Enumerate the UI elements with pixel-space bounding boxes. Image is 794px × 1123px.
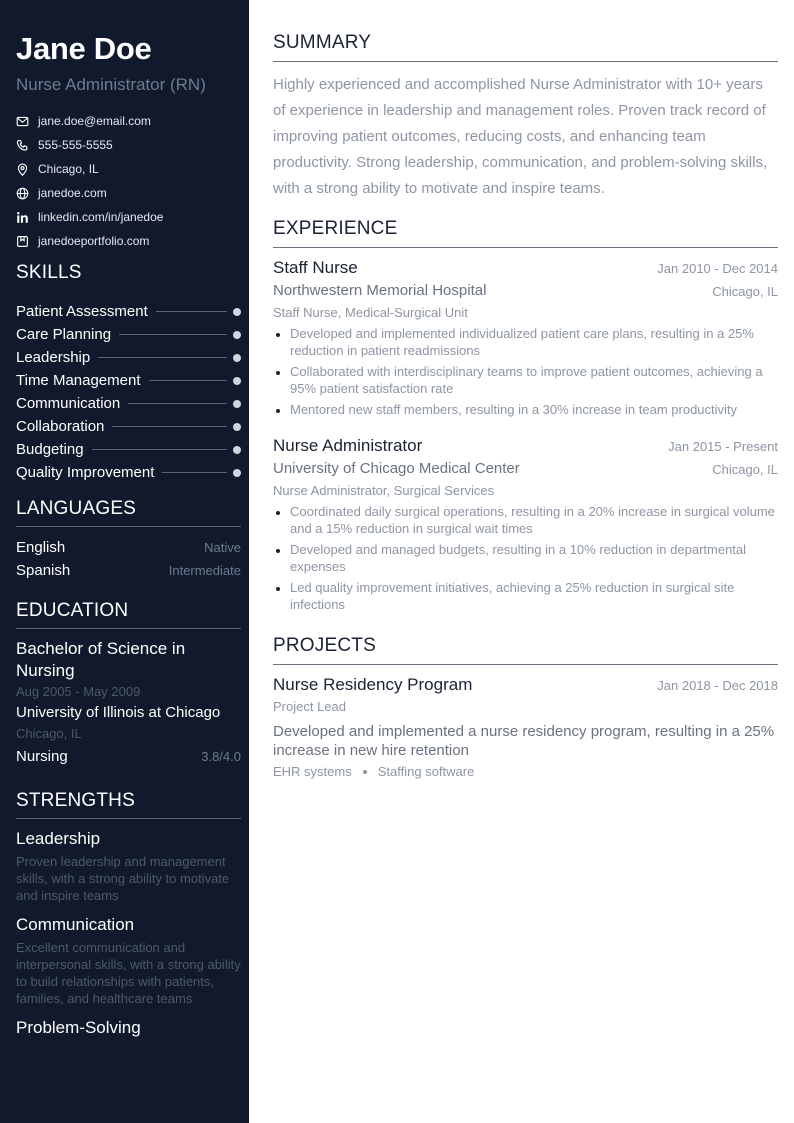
strength-description: Proven leadership and management skills, with a strong ability to motivate and inspire teams <box>16 854 230 903</box>
contact-email-text: jane.doe@email.com <box>38 114 151 128</box>
skill-dot <box>233 308 241 316</box>
skill-dot <box>233 400 241 408</box>
skill-item <box>16 461 241 484</box>
projects-heading: PROJECTS <box>273 635 778 665</box>
language-level: Native <box>204 540 241 555</box>
project-dates: Jan 2018 - Dec 2018 <box>657 677 778 693</box>
skill-label: Collaboration <box>16 418 105 435</box>
education-location: Chicago, IL <box>16 726 82 741</box>
skill-dot <box>233 331 241 339</box>
skill-dot <box>233 446 241 454</box>
job-organization: University of Chicago Medical Center <box>273 460 520 477</box>
candidate-name: Jane Doe <box>16 31 152 66</box>
education-entry <box>16 638 241 768</box>
skill-label: Budgeting <box>16 441 84 458</box>
project-entry <box>273 674 778 779</box>
job-bullets <box>273 325 778 418</box>
language-item <box>16 559 241 582</box>
skill-divider <box>128 403 227 404</box>
skill-label: Leadership <box>16 349 91 366</box>
globe-icon <box>16 187 29 200</box>
phone-icon <box>16 139 29 152</box>
sidebar <box>0 0 249 1123</box>
contact-linkedin-text: linkedin.com/in/janedoe <box>38 210 164 224</box>
skill-divider <box>98 357 227 358</box>
project-title: Nurse Residency Program <box>273 675 473 694</box>
contact-phone-text: 555-555-5555 <box>38 138 113 152</box>
skill-label: Quality Improvement <box>16 464 155 481</box>
job-bullets <box>273 503 778 613</box>
skill-dot <box>233 423 241 431</box>
candidate-role: Nurse Administrator (RN) <box>16 75 206 94</box>
skill-divider <box>156 311 227 312</box>
summary-heading: SUMMARY <box>273 32 778 62</box>
skill-item <box>16 415 241 438</box>
language-name: English <box>16 539 66 556</box>
contact-portfolio-text: janedoeportfolio.com <box>38 234 150 248</box>
skill-divider <box>149 380 228 381</box>
job-bullet: Collaborated with interdisciplinary teams to improve patient outcomes, achieving a 95% patient satisfaction rate <box>273 363 778 397</box>
language-item <box>16 536 241 559</box>
contact-phone[interactable] <box>16 133 241 157</box>
linkedin-icon <box>16 211 29 224</box>
project-tags <box>273 764 778 779</box>
languages-list <box>16 536 241 582</box>
language-name: Spanish <box>16 562 71 579</box>
job-bullet: Mentored new staff members, resulting in a 30% increase in team productivity <box>273 401 778 418</box>
job-org-row <box>273 457 778 481</box>
strength-title: Problem-Solving <box>16 1018 141 1037</box>
job-header <box>273 257 778 279</box>
contact-location-text: Chicago, IL <box>38 162 99 176</box>
skill-label: Communication <box>16 395 121 412</box>
strength-title: Leadership <box>16 829 101 848</box>
project-description: Developed and implemented a nurse residency program, resulting in a 25% increase in new hire retention <box>273 723 775 759</box>
summary-text: Highly experienced and accomplished Nurse Administrator with 10+ years of experience in leadership and management roles. Proven track record of improving patient outcomes, reducing costs, and enhancing team productivity. Strong leadership, communication, and problem-solving skills, with a strong ability to motivate and inspire teams. <box>273 76 768 197</box>
skill-dot <box>233 469 241 477</box>
job-dates: Jan 2010 - Dec 2014 <box>657 260 778 276</box>
strengths-list <box>16 828 241 1039</box>
skill-item <box>16 346 241 369</box>
mail-icon <box>16 115 29 128</box>
job-subtitle: Nurse Administrator, Surgical Services <box>273 483 495 498</box>
project-header <box>273 674 778 696</box>
skill-item <box>16 392 241 415</box>
skill-divider <box>92 449 227 450</box>
experience-heading: EXPERIENCE <box>273 218 778 248</box>
contact-location <box>16 157 241 181</box>
job-org-row <box>273 279 778 303</box>
education-degree: Bachelor of Science in Nursing <box>16 639 186 680</box>
contact-email[interactable] <box>16 109 241 133</box>
job-location: Chicago, IL <box>712 283 778 299</box>
experience-entry <box>273 257 778 422</box>
skill-dot <box>233 354 241 362</box>
job-organization: Northwestern Memorial Hospital <box>273 282 487 299</box>
education-field-row <box>16 744 241 768</box>
experience-entry <box>273 435 778 617</box>
education-gpa: 3.8/4.0 <box>201 748 241 764</box>
skill-label: Patient Assessment <box>16 303 148 320</box>
education-dates: Aug 2005 - May 2009 <box>16 684 141 699</box>
education-field: Nursing <box>16 747 68 765</box>
contact-linkedin[interactable] <box>16 205 241 229</box>
portfolio-icon <box>16 235 29 248</box>
job-bullet: Developed and managed budgets, resulting in a 10% reduction in departmental expenses <box>273 541 778 575</box>
skill-item <box>16 300 241 323</box>
skill-item <box>16 369 241 392</box>
contact-website[interactable] <box>16 181 241 205</box>
project-tag: EHR systems <box>273 764 352 779</box>
education-institution: University of Illinois at Chicago <box>16 704 221 721</box>
job-bullet: Led quality improvement initiatives, achieving a 25% reduction in surgical site infections <box>273 579 778 613</box>
skill-label: Time Management <box>16 372 141 389</box>
project-role: Project Lead <box>273 699 346 714</box>
skill-divider <box>119 334 227 335</box>
tag-separator <box>363 770 367 774</box>
job-subtitle: Staff Nurse, Medical-Surgical Unit <box>273 305 468 320</box>
skill-label: Care Planning <box>16 326 112 343</box>
education-heading: EDUCATION <box>16 600 241 629</box>
strength-title: Communication <box>16 915 135 934</box>
contact-portfolio[interactable] <box>16 229 241 253</box>
skills-heading: SKILLS <box>16 262 82 283</box>
skills-list <box>16 300 241 484</box>
skill-dot <box>233 377 241 385</box>
contact-website-text: janedoe.com <box>38 186 107 200</box>
job-title: Staff Nurse <box>273 258 358 277</box>
location-pin-icon <box>16 163 29 176</box>
skill-item <box>16 323 241 346</box>
skill-divider <box>162 472 227 473</box>
job-bullet: Developed and implemented individualized patient care plans, resulting in a 25% reduction in patient readmissions <box>273 325 778 359</box>
language-level: Intermediate <box>168 563 241 578</box>
skill-divider <box>112 426 227 427</box>
skill-item <box>16 438 241 461</box>
languages-heading: LANGUAGES <box>16 498 241 527</box>
project-tag: Staffing software <box>377 764 475 779</box>
job-location: Chicago, IL <box>712 461 778 477</box>
job-title: Nurse Administrator <box>273 436 423 455</box>
strengths-heading: STRENGTHS <box>16 790 241 819</box>
job-dates: Jan 2015 - Present <box>668 438 778 454</box>
job-bullet: Coordinated daily surgical operations, resulting in a 20% increase in surgical volume and a 15% reduction in surgical wait times <box>273 503 778 537</box>
strength-description: Excellent communication and interpersonal skills, with a strong ability to build relationships with patients, families, and healthcare teams <box>16 940 241 1006</box>
contact-list <box>16 109 241 253</box>
job-header <box>273 435 778 457</box>
